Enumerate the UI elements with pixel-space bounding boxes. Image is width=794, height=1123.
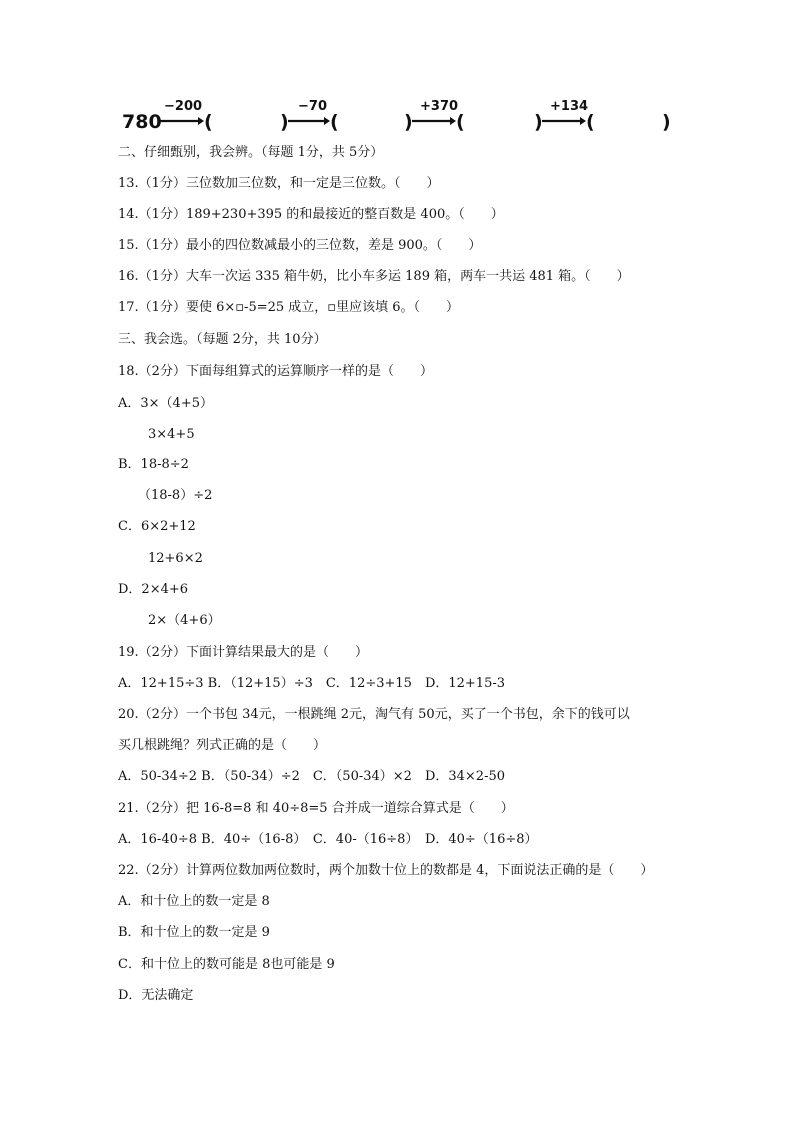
- question-19-stem: 19.（2分）下面计算结果最大的是（ ）: [118, 645, 368, 660]
- q19-options: A．12+15÷3 B．（12+15）÷3 C．12÷3+15 D．12+15-3: [118, 676, 506, 691]
- question-14: 14.（1分）189+230+395 的和最接近的整百数是 400。（ ）: [118, 207, 504, 222]
- chain-open-paren-1: (: [204, 111, 213, 133]
- q18-option-c: C．6×2+12: [118, 519, 196, 534]
- question-16: 16.（1分）大车一次运 335 箱牛奶，比小车多运 189 箱，两车一共运 481 箱。（ ）: [118, 269, 630, 284]
- question-22-stem: 22.（2分）计算两位数加两位数时，两个加数十位上的数都是 4，下面说法正确的是（ ）: [118, 863, 654, 878]
- question-20-stem-line2: 买几根跳绳？列式正确的是（ ）: [118, 738, 327, 753]
- arrow-right-icon: [288, 114, 330, 126]
- arrow-right-icon: [542, 114, 586, 126]
- chain-open-paren-2: (: [330, 111, 339, 133]
- q22-option-c: C．和十位上的数可能是 8也可能是 9: [118, 957, 335, 972]
- arrow-right-icon: [158, 114, 204, 126]
- q21-options: A．16-40÷8 B．40÷（16-8） C．40-（16÷8） D．40÷（16÷8）: [118, 832, 538, 847]
- q18-option-a: A．3×（4+5）: [118, 396, 213, 411]
- chain-close-paren-2: ): [404, 111, 413, 133]
- chain-start-number: 780: [122, 111, 162, 133]
- question-15: 15.（1分）最小的四位数减最小的三位数，差是 900。（ ）: [118, 238, 482, 253]
- chain-op-1: −200: [164, 99, 203, 114]
- q18-option-d-second: 2×（4+6）: [148, 613, 221, 628]
- chain-open-paren-4: (: [586, 111, 595, 133]
- question-18-stem: 18.（2分）下面每组算式的运算顺序一样的是（ ）: [118, 364, 433, 379]
- chain-op-3: +370: [420, 99, 459, 114]
- q18-option-a-second: 3×4+5: [148, 427, 195, 442]
- chain-open-paren-3: (: [456, 111, 465, 133]
- chain-close-paren-3: ): [534, 111, 543, 133]
- section2-heading: 二、仔细甄别，我会辨。（每题 1分，共 5分）: [118, 145, 384, 160]
- question-21-stem: 21.（2分）把 16-8=8 和 40÷8=5 合并成一道综合算式是（ ）: [118, 801, 514, 816]
- question-17: 17.（1分）要使 6×▫-5=25 成立，▫里应该填 6。（ ）: [118, 300, 459, 315]
- chain-close-paren-4: ): [662, 111, 671, 133]
- arrow-right-icon: [412, 114, 456, 126]
- number-chain: [122, 100, 682, 134]
- q18-option-d: D．2×4+6: [118, 582, 189, 597]
- chain-op-4: +134: [550, 99, 589, 114]
- q18-option-b-second: （18-8）÷2: [138, 488, 213, 503]
- q22-option-d: D．无法确定: [118, 988, 194, 1003]
- q22-option-a: A．和十位上的数一定是 8: [118, 894, 270, 909]
- q20-options: A．50-34÷2 B．（50-34）÷2 C．（50-34）×2 D．34×2-50: [118, 769, 506, 784]
- q18-option-c-second: 12+6×2: [148, 551, 203, 566]
- q22-option-b: B．和十位上的数一定是 9: [118, 925, 270, 940]
- question-13: 13.（1分）三位数加三位数，和一定是三位数。（ ）: [118, 176, 440, 191]
- section3-heading: 三、我会选。（每题 2分，共 10分）: [118, 332, 327, 347]
- chain-op-2: −70: [298, 99, 327, 114]
- question-20-stem-line1: 20.（2分）一个书包 34元，一根跳绳 2元，淘气有 50元，买了一个书包，余下的钱可以: [118, 707, 630, 722]
- q18-option-b: B．18-8÷2: [118, 457, 189, 472]
- chain-close-paren-1: ): [280, 111, 289, 133]
